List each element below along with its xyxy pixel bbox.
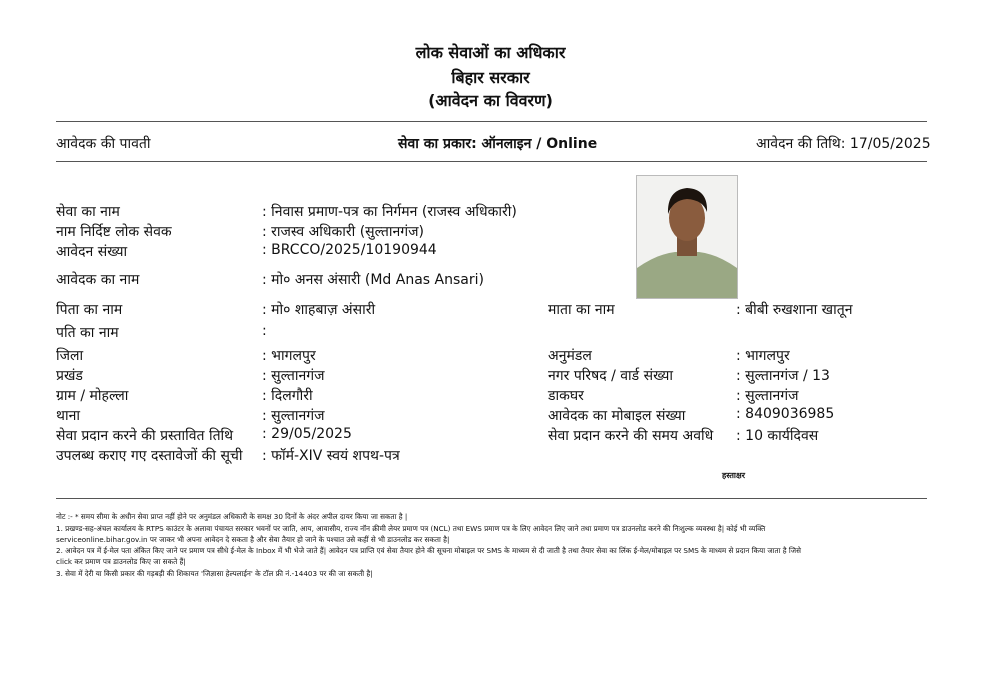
application-date: आवेदन की तिथि: 17/05/2025 — [756, 136, 931, 152]
village-value: : दिलगौरी — [262, 388, 313, 404]
proposed-date-value: : 29/05/2025 — [262, 426, 352, 442]
applicant-photo — [636, 175, 738, 299]
receipt-label: आवेदक की पावती — [56, 136, 151, 152]
father-name-label: पिता का नाम — [56, 302, 123, 318]
note-line: 2. आवेदन पत्र में ई-मेल पता अंकित किए जाने पर प्रमाण पत्र सीधे ई-मेल के Inbox में भी भेजे जाते हैं| आवेदन पत्र प्राप्ति एवं सेवा तैयार होने की सूचना मोबाइल पर SMS के माध्यम से दी जाती है तथा तैयार सेवा का लिंक ई-मेल/मोबाइल पर SMS के माध्यम से प्रदान किया जाता है जिसे — [56, 546, 801, 555]
note-line: serviceonline.bihar.gov.in पर जाकर भी अपना आवेदन दे सकता है और सेवा तैयार हो जाने के पश्चात उसे कहीं से भी डाउनलोड कर सकता है| — [56, 535, 450, 544]
mobile-label: आवेदक का मोबाइल संख्या — [548, 408, 686, 424]
district-value: : भागलपुर — [262, 348, 316, 364]
subdivision-label: अनुमंडल — [548, 348, 592, 364]
note-line: 3. सेवा में देरी या किसी प्रकार की गड़बड़ी की शिकायत 'जिज्ञासा हेल्पलाईन' के टॉल फ्री नं.-14403 पर की जा सकती है| — [56, 569, 373, 578]
note-line: 1. प्रखण्ड-सह-अंचल कार्यालय के RTPS काउंटर के अलावा पंचायत सरकार भवनों पर जाति, आय, आवासीय, राज्य नॉन क्रीमी लेयर प्रमाण पत्र (NCL) तथा EWS प्रमाण पत्र के लिए आवेदन लिए जाने तथा प्रमाण पत्र डाउनलोड करने की निःशुल्क व्यवस्था है| कोई भी व्यक्ति — [56, 524, 766, 533]
header-line-3: (आवेदन का विवरण) — [428, 91, 553, 110]
post-office-value: : सुल्तानगंज — [736, 388, 799, 404]
officer-value: : राजस्व अधिकारी (सुल्तानगंज) — [262, 224, 424, 240]
documents-value: : फॉर्म-XIV स्वयं शपथ-पत्र — [262, 448, 400, 464]
father-name-value: : मो० शाहबाज़ अंसारी — [262, 302, 376, 318]
note-line: click कर प्रमाण पत्र डाउनलोड किए जा सकते हैं| — [56, 557, 186, 566]
block-value: : सुल्तानगंज — [262, 368, 325, 384]
note-line: नोट :- * समय सीमा के अधीन सेवा प्राप्त नहीं होने पर अनुमंडल अधिकारी के समक्ष 30 दिनों के अंदर अपील दायर किया जा सकता है | — [56, 512, 408, 521]
post-office-label: डाकघर — [548, 388, 584, 404]
husband-name-label: पति का नाम — [56, 325, 119, 341]
service-name-label: सेवा का नाम — [56, 204, 120, 220]
service-period-label: सेवा प्रदान करने की समय अवधि — [548, 428, 714, 444]
district-label: जिला — [56, 348, 84, 364]
applicant-name-value: : मो० अनस अंसारी (Md Anas Ansari) — [262, 272, 484, 288]
application-number-label: आवेदन संख्या — [56, 244, 128, 260]
police-station-value: : सुल्तानगंज — [262, 408, 325, 424]
ward-value: : सुल्तानगंज / 13 — [736, 368, 830, 384]
husband-name-value: : — [262, 323, 267, 339]
service-name-value: : निवास प्रमाण-पत्र का निर्गमन (राजस्व अधिकारी) — [262, 204, 517, 220]
header-line-1: लोक सेवाओं का अधिकार — [415, 43, 566, 62]
service-type: सेवा का प्रकार: ऑनलाइन / Online — [398, 136, 598, 152]
second-divider — [56, 161, 927, 162]
officer-label: नाम निर्दिष्ट लोक सेवक — [56, 224, 172, 240]
header-line-2: बिहार सरकार — [451, 68, 530, 87]
proposed-date-label: सेवा प्रदान करने की प्रस्तावित तिथि — [56, 428, 234, 444]
documents-label: उपलब्ध कराए गए दस्तावेजों की सूची — [56, 448, 243, 464]
bottom-divider — [56, 498, 927, 499]
police-station-label: थाना — [56, 408, 80, 424]
mobile-value: : 8409036985 — [736, 406, 835, 422]
mother-name-label: माता का नाम — [548, 302, 615, 318]
signature-label: हस्ताक्षर — [722, 471, 745, 480]
ward-label: नगर परिषद / वार्ड संख्या — [548, 368, 674, 384]
service-period-value: : 10 कार्यदिवस — [736, 428, 819, 444]
subdivision-value: : भागलपुर — [736, 348, 790, 364]
village-label: ग्राम / मोहल्ला — [56, 388, 129, 404]
mother-name-value: : बीबी रुखशाना खातून — [736, 302, 853, 318]
top-divider — [56, 121, 927, 122]
applicant-name-label: आवेदक का नाम — [56, 272, 140, 288]
application-number-value: : BRCCO/2025/10190944 — [262, 242, 437, 258]
block-label: प्रखंड — [56, 368, 83, 384]
